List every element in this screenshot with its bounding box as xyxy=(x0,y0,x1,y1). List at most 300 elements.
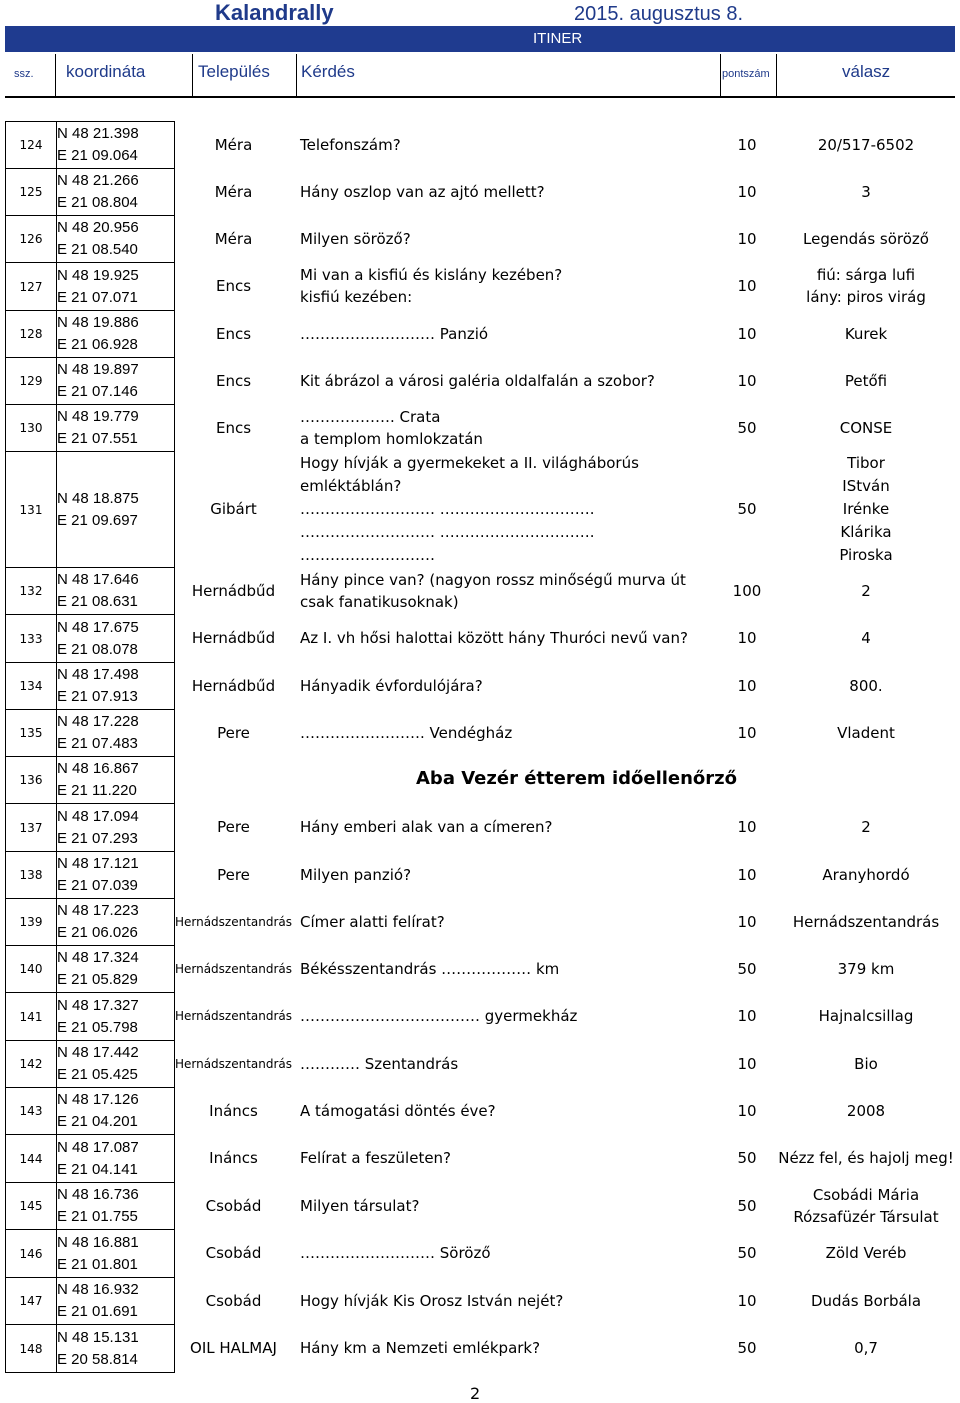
answer-text xyxy=(772,1290,960,1312)
question-text xyxy=(300,958,559,980)
coordinate-cell xyxy=(57,1135,175,1183)
town-name: Gibárt xyxy=(210,500,257,518)
town-name: Méra xyxy=(214,135,253,154)
table-row xyxy=(6,1278,175,1325)
town-name: Encs xyxy=(215,418,252,437)
question-text xyxy=(300,1100,496,1122)
table-row xyxy=(6,1183,175,1230)
points-value: 10 xyxy=(737,371,757,390)
table-row xyxy=(6,568,175,615)
table-row xyxy=(6,946,175,993)
points-value: 100 xyxy=(732,581,762,600)
coordinate-cell xyxy=(57,1041,175,1088)
latitude: N 48 17.324 xyxy=(57,949,139,966)
latitude: N 48 17.087 xyxy=(57,1138,139,1156)
longitude: E 20 58.814 xyxy=(57,1350,138,1368)
page-number: 2 xyxy=(470,1384,481,1403)
coordinate-cell xyxy=(57,993,175,1041)
latitude: N 48 20.956 xyxy=(57,219,139,236)
longitude: E 21 05.798 xyxy=(57,1018,138,1036)
coordinate-cell xyxy=(57,663,175,710)
town-name: Ináncs xyxy=(209,1149,258,1167)
question-text xyxy=(300,1005,577,1027)
answer-text xyxy=(772,264,960,308)
answer-text-line: Kurek xyxy=(844,324,888,343)
longitude: E 21 08.540 xyxy=(57,241,138,258)
question-text xyxy=(300,323,488,345)
answer-text xyxy=(772,1100,960,1122)
question-text-line: csak fanatikusoknak) xyxy=(300,592,459,611)
coordinate-cell xyxy=(57,358,175,405)
answer-text-line: Aranyhordó xyxy=(822,865,910,884)
longitude: E 21 01.801 xyxy=(57,1255,138,1273)
coordinate-cell xyxy=(57,1088,175,1135)
answer-text xyxy=(772,1184,960,1228)
question-text-line: ……………………… …………………………. xyxy=(300,522,595,541)
coordinate-cell xyxy=(57,311,175,358)
question-text xyxy=(300,1242,491,1264)
answer-text xyxy=(772,181,960,203)
longitude: E 21 08.804 xyxy=(57,194,138,211)
coordinate-cell xyxy=(57,710,175,757)
answer-text-line: Petőfi xyxy=(844,371,888,390)
answer-text-line: Dudás Borbála xyxy=(810,1291,922,1310)
answer-text-line: Bio xyxy=(854,1054,878,1073)
col-header-town: Település xyxy=(198,62,270,81)
points-value: 10 xyxy=(737,865,757,884)
header-divider xyxy=(55,54,56,96)
latitude: N 48 17.223 xyxy=(57,902,139,919)
table-row xyxy=(6,358,175,405)
points-value: 50 xyxy=(737,1244,757,1262)
table-row xyxy=(6,757,175,804)
answer-text-line: Csobádi Mária xyxy=(812,1185,920,1204)
header-divider xyxy=(296,54,297,96)
row-number: 132 xyxy=(6,568,57,615)
row-number: 124 xyxy=(6,122,57,169)
town-name: Hernádszentandrás xyxy=(174,1056,293,1071)
longitude: E 21 07.071 xyxy=(57,288,138,306)
town-name: Encs xyxy=(215,371,252,390)
question-text-line: Mi van a kisfiú és kislány kezében? xyxy=(300,266,563,284)
table-row xyxy=(6,1135,175,1183)
question-text-line: ……………………… …………………………. xyxy=(300,499,595,518)
points-value: 50 xyxy=(737,500,757,518)
answer-text xyxy=(772,417,960,439)
row-number: 140 xyxy=(6,946,57,993)
row-number: 143 xyxy=(6,1088,57,1135)
town-name: Pere xyxy=(217,865,250,884)
question-text-line: ……………………………… gyermekház xyxy=(300,1007,578,1025)
answer-text-line: IStván xyxy=(842,476,890,495)
longitude: E 21 06.928 xyxy=(57,336,138,353)
longitude: E 21 07.039 xyxy=(57,877,138,894)
table-row xyxy=(6,1325,175,1373)
question-text xyxy=(300,1195,419,1217)
col-header-ssz: ssz. xyxy=(14,68,34,80)
coordinate-cell xyxy=(57,946,175,993)
header xyxy=(0,0,960,26)
answer-text-line: Piroska xyxy=(839,545,893,564)
question-text-line: Hány oszlop van az ajtó mellett? xyxy=(300,182,545,201)
row-number: 131 xyxy=(6,452,57,568)
question-text-line: Békésszentandrás ……………… km xyxy=(300,959,560,978)
longitude: E 21 04.141 xyxy=(57,1160,138,1178)
latitude: N 48 17.442 xyxy=(57,1044,139,1061)
latitude: N 48 18.875 xyxy=(57,489,139,507)
answer-text xyxy=(772,1005,960,1027)
table-row xyxy=(6,122,175,169)
longitude: E 21 05.425 xyxy=(57,1066,138,1083)
question-text xyxy=(300,816,552,838)
longitude: E 21 07.551 xyxy=(57,430,138,447)
longitude: E 21 07.913 xyxy=(57,688,138,705)
answer-text xyxy=(772,911,960,933)
question-text xyxy=(300,1337,540,1359)
question-text-line: Kit ábrázol a városi galéria oldalfalán a szobor? xyxy=(300,371,655,390)
table-row xyxy=(6,311,175,358)
question-text xyxy=(300,627,688,649)
question-text xyxy=(300,864,411,886)
answer-text-line: Rózsafüzér Társulat xyxy=(793,1207,939,1226)
coordinate-cell xyxy=(57,899,175,946)
latitude: N 48 21.398 xyxy=(57,125,139,142)
longitude: E 21 05.829 xyxy=(57,971,138,988)
question-text xyxy=(300,911,445,933)
points-value: 10 xyxy=(737,135,757,154)
coordinate-cell xyxy=(57,615,175,663)
question-text-line: Címer alatti felírat? xyxy=(300,912,445,931)
document-title: Kalandrally xyxy=(215,0,334,25)
points-value: 50 xyxy=(737,1339,757,1357)
question-text-line: ……………………… xyxy=(300,545,435,564)
answer-text xyxy=(772,1337,960,1359)
answer-text-line: lány: piros virág xyxy=(806,288,926,306)
row-number: 137 xyxy=(6,804,57,852)
row-number: 142 xyxy=(6,1041,57,1088)
question-text-line: Hányadik évfordulójára? xyxy=(300,676,483,695)
question-text xyxy=(300,1147,451,1169)
header-divider xyxy=(776,54,777,96)
question-text-line: ……………………. Vendégház xyxy=(300,723,513,742)
town-name: Csobád xyxy=(205,1244,262,1262)
answer-text-line: 4 xyxy=(861,629,871,647)
town-name: Encs xyxy=(215,277,252,295)
row-number: 134 xyxy=(6,663,57,710)
question-text-line: ……………………… Panzió xyxy=(300,324,489,343)
points-value: 10 xyxy=(737,629,757,647)
row-number: 133 xyxy=(6,615,57,663)
points-value: 10 xyxy=(737,1101,757,1120)
row-number: 145 xyxy=(6,1183,57,1230)
table-row xyxy=(6,663,175,710)
row-number: 126 xyxy=(6,216,57,263)
coordinate-table xyxy=(5,121,175,1373)
answer-text-line: Tibor xyxy=(847,453,885,472)
table-row xyxy=(6,710,175,757)
points-value: 50 xyxy=(737,959,757,978)
question-text xyxy=(300,722,512,744)
row-number: 136 xyxy=(6,757,57,804)
answer-text-line: 3 xyxy=(861,182,871,201)
latitude: N 48 21.266 xyxy=(57,172,139,189)
longitude: E 21 04.201 xyxy=(57,1113,138,1130)
town-name: Csobád xyxy=(205,1291,262,1310)
town-name: Hernádszentandrás xyxy=(174,1009,293,1023)
answer-text-line: Legendás söröző xyxy=(803,229,929,248)
question-text-line: ………………. Crata xyxy=(300,407,441,426)
latitude: N 48 15.131 xyxy=(57,1328,139,1346)
question-text-line: Milyen panzió? xyxy=(300,865,412,884)
town-name: OIL HALMAJ xyxy=(190,1339,277,1357)
question-text xyxy=(300,134,401,156)
question-text-line: Felírat a feszületen? xyxy=(300,1149,452,1167)
longitude: E 21 01.755 xyxy=(57,1208,138,1225)
table-row xyxy=(6,1041,175,1088)
longitude: E 21 07.483 xyxy=(57,735,138,752)
answer-text-line: 2 xyxy=(861,818,871,836)
latitude: N 48 16.867 xyxy=(57,760,139,777)
latitude: N 48 16.932 xyxy=(57,1281,139,1298)
points-value: 10 xyxy=(737,912,757,931)
col-header-question: Kérdés xyxy=(301,62,355,81)
question-text-line: a templom homlokzatán xyxy=(300,429,483,448)
question-text xyxy=(300,675,483,697)
question-text-line: kisfiú kezében: xyxy=(300,288,413,306)
coordinate-cell xyxy=(57,568,175,615)
question-text xyxy=(300,452,639,567)
table-row xyxy=(6,899,175,946)
points-value: 50 xyxy=(737,1149,757,1167)
coordinate-cell xyxy=(57,216,175,263)
row-number: 129 xyxy=(6,358,57,405)
question-text xyxy=(300,1053,458,1075)
question-text-line: Milyen söröző? xyxy=(300,229,411,248)
coordinate-cell xyxy=(57,804,175,852)
answer-text-line: Hajnalcsillag xyxy=(818,1007,914,1025)
latitude: N 48 16.881 xyxy=(57,1233,139,1251)
town-name: Pere xyxy=(217,723,250,742)
question-text-line: Hány pince van? (nagyon rossz minőségű murva út xyxy=(300,570,686,589)
row-number: 135 xyxy=(6,710,57,757)
points-value: 10 xyxy=(737,818,757,836)
longitude: E 21 08.631 xyxy=(57,593,138,610)
coordinate-cell xyxy=(57,452,175,568)
question-text-line: Hány km a Nemzeti emlékpark? xyxy=(300,1339,541,1357)
itiner-bar xyxy=(5,26,955,52)
town-name: Méra xyxy=(214,182,253,201)
answer-text-line: 20/517-6502 xyxy=(817,135,915,154)
answer-text-line: Zöld Veréb xyxy=(825,1244,907,1262)
answer-text xyxy=(772,323,960,345)
latitude: N 48 17.228 xyxy=(57,713,139,730)
coordinate-cell xyxy=(57,1183,175,1230)
table-row xyxy=(6,1230,175,1278)
latitude: N 48 19.925 xyxy=(57,266,139,284)
town-name: Hernádbűd xyxy=(191,581,276,600)
table-row xyxy=(6,169,175,216)
points-value: 10 xyxy=(737,1007,757,1025)
row-number: 138 xyxy=(6,852,57,899)
question-text-line: Hogy hívják Kis Orosz István nejét? xyxy=(300,1291,564,1310)
header-divider xyxy=(720,54,721,96)
answer-text xyxy=(772,1242,960,1264)
answer-text-line: 379 km xyxy=(837,959,895,978)
question-text xyxy=(300,264,562,308)
town-name: Csobád xyxy=(205,1196,262,1215)
answer-text-line: 0,7 xyxy=(854,1339,878,1357)
row-number: 125 xyxy=(6,169,57,216)
answer-text-line: CONSE xyxy=(839,418,893,437)
latitude: N 48 19.779 xyxy=(57,408,139,425)
points-value: 10 xyxy=(737,229,757,248)
answer-text-line: 800. xyxy=(849,676,883,695)
question-text-line: Az I. vh hősi halottai között hány Thuróci nevű van? xyxy=(300,629,688,647)
table-row xyxy=(6,804,175,852)
answer-text-line: Hernádszentandrás xyxy=(792,912,940,931)
question-text xyxy=(300,569,686,613)
col-header-answer: válasz xyxy=(842,62,891,81)
town-name: Méra xyxy=(214,229,253,248)
answer-text xyxy=(772,627,960,649)
table-row xyxy=(6,452,175,568)
coordinate-cell xyxy=(57,757,175,804)
coordinate-cell xyxy=(57,1230,175,1278)
itiner-label: ITINER xyxy=(533,30,583,47)
row-number: 144 xyxy=(6,1135,57,1183)
coordinate-cell xyxy=(57,122,175,169)
question-text-line: A támogatási döntés éve? xyxy=(300,1101,496,1120)
answer-text xyxy=(772,1147,960,1169)
longitude: E 21 01.691 xyxy=(57,1303,138,1320)
table-row xyxy=(6,993,175,1041)
question-text-line: Hogy hívják a gyermekeket a II. világháborús xyxy=(300,453,639,472)
answer-text xyxy=(772,580,960,602)
longitude: E 21 09.697 xyxy=(57,511,138,529)
latitude: N 48 17.094 xyxy=(57,807,139,825)
coordinate-cell xyxy=(57,169,175,216)
town-name: Ináncs xyxy=(209,1101,258,1120)
answer-text xyxy=(772,864,960,886)
answer-text-line: Klárika xyxy=(840,522,892,541)
town-name: Hernádbűd xyxy=(191,629,276,647)
table-row xyxy=(6,405,175,452)
town-name: Encs xyxy=(215,324,252,343)
latitude: N 48 19.897 xyxy=(57,361,139,378)
time-control-note: Aba Vezér étterem időellenőrző xyxy=(416,768,738,789)
question-text-line: emléktáblán? xyxy=(300,476,402,495)
answer-text-line: Irénke xyxy=(842,499,890,518)
coordinate-cell xyxy=(57,263,175,311)
question-text xyxy=(300,228,411,250)
answer-text xyxy=(772,816,960,838)
coordinate-cell xyxy=(57,1278,175,1325)
answer-text xyxy=(772,722,960,744)
answer-text xyxy=(772,228,960,250)
row-number: 148 xyxy=(6,1325,57,1373)
points-value: 10 xyxy=(737,1054,757,1073)
latitude: N 48 17.675 xyxy=(57,618,139,636)
coordinate-cell xyxy=(57,852,175,899)
latitude: N 48 17.121 xyxy=(57,855,139,872)
latitude: N 48 17.498 xyxy=(57,666,139,683)
question-text-line: ……………………… Söröző xyxy=(300,1244,491,1262)
question-text-line: Telefonszám? xyxy=(300,135,401,154)
table-row xyxy=(6,615,175,663)
longitude: E 21 08.078 xyxy=(57,640,138,658)
question-text xyxy=(300,1290,563,1312)
latitude: N 48 19.886 xyxy=(57,314,139,331)
question-text-line: Hány emberi alak van a címeren? xyxy=(300,818,553,836)
answer-text xyxy=(772,134,960,156)
latitude: N 48 16.736 xyxy=(57,1186,139,1203)
answer-text-line: fiú: sárga lufi xyxy=(816,266,916,284)
longitude: E 21 11.220 xyxy=(57,782,137,799)
answer-text-line: 2 xyxy=(861,581,871,600)
town-name: Hernádszentandrás xyxy=(174,961,293,976)
row-number: 139 xyxy=(6,899,57,946)
answer-text xyxy=(772,452,960,567)
latitude: N 48 17.646 xyxy=(57,571,139,588)
longitude: E 21 07.293 xyxy=(57,829,138,847)
longitude: E 21 09.064 xyxy=(57,147,138,164)
longitude: E 21 06.026 xyxy=(57,924,138,941)
event-date: 2015. augusztus 8. xyxy=(574,3,744,25)
row-number: 130 xyxy=(6,405,57,452)
answer-text-line: Nézz fel, és hajolj meg! xyxy=(778,1149,954,1167)
longitude: E 21 07.146 xyxy=(57,383,138,400)
answer-text xyxy=(772,370,960,392)
row-number: 127 xyxy=(6,263,57,311)
latitude: N 48 17.327 xyxy=(57,996,139,1014)
points-value: 50 xyxy=(737,1196,757,1215)
question-text xyxy=(300,181,545,203)
answer-text xyxy=(772,675,960,697)
row-number: 146 xyxy=(6,1230,57,1278)
town-name: Hernádszentandrás xyxy=(174,914,293,929)
town-name: Hernádbűd xyxy=(191,676,276,695)
points-value: 10 xyxy=(737,676,757,695)
answer-text xyxy=(772,1053,960,1075)
answer-text-line: Vladent xyxy=(837,723,895,742)
coordinate-cell xyxy=(57,1325,175,1373)
header-divider xyxy=(192,54,193,96)
question-text xyxy=(300,406,483,450)
table-row xyxy=(6,216,175,263)
answer-text-line: 2008 xyxy=(846,1101,886,1120)
points-value: 10 xyxy=(737,723,757,742)
row-number: 147 xyxy=(6,1278,57,1325)
points-value: 10 xyxy=(737,182,757,201)
header-rule xyxy=(5,96,955,98)
table-row xyxy=(6,263,175,311)
coordinate-cell xyxy=(57,405,175,452)
question-text-line: Milyen társulat? xyxy=(300,1196,420,1215)
question-text-line: ………… Szentandrás xyxy=(300,1054,459,1073)
row-number: 141 xyxy=(6,993,57,1041)
points-value: 10 xyxy=(737,277,757,295)
question-text xyxy=(300,370,655,392)
answer-text xyxy=(772,958,960,980)
col-header-coord: koordináta xyxy=(66,62,146,81)
latitude: N 48 17.126 xyxy=(57,1091,139,1108)
points-value: 50 xyxy=(737,418,757,437)
points-value: 10 xyxy=(737,324,757,343)
table-row xyxy=(6,1088,175,1135)
points-value: 10 xyxy=(737,1291,757,1310)
table-row xyxy=(6,852,175,899)
row-number: 128 xyxy=(6,311,57,358)
